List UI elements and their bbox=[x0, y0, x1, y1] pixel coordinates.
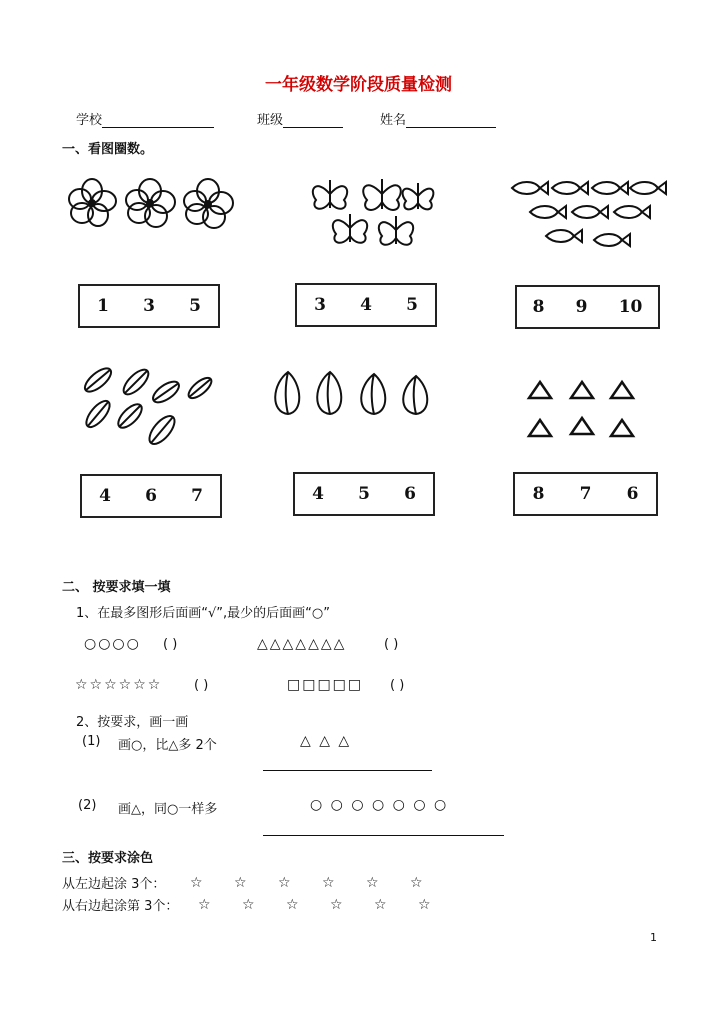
leaf-icon bbox=[76, 360, 216, 455]
name-blank[interactable] bbox=[406, 113, 496, 128]
color-right-label: 从右边起涂第 3个： bbox=[62, 899, 179, 914]
stars-group: ☆☆☆☆☆☆ bbox=[75, 677, 163, 693]
leaves-picture bbox=[76, 360, 216, 455]
class-field bbox=[257, 109, 343, 128]
fish-picture bbox=[504, 176, 674, 266]
number-option[interactable]: 5 bbox=[358, 484, 370, 504]
number-option[interactable]: 8 bbox=[532, 484, 545, 504]
q2b-text: 画△，同○一样多 bbox=[118, 802, 218, 817]
star-icon[interactable]: ☆ bbox=[374, 897, 387, 913]
color-right-stars bbox=[198, 894, 462, 913]
star-icon[interactable]: ☆ bbox=[418, 897, 431, 913]
number-option[interactable]: 8 bbox=[532, 297, 545, 317]
number-option[interactable]: 7 bbox=[191, 486, 203, 506]
number-option[interactable]: 4 bbox=[360, 295, 372, 315]
number-box-2 bbox=[295, 283, 437, 327]
q2a-triangles: △ △ △ bbox=[300, 733, 352, 749]
question-1-text: 1、在最多图形后面画“√”,最少的后面画“○” bbox=[76, 606, 330, 621]
star-icon[interactable]: ☆ bbox=[366, 875, 379, 891]
page-title: 一年级数学阶段质量检测 bbox=[265, 75, 452, 95]
q2b-circles: ○ ○ ○ ○ ○ ○ ○ bbox=[310, 797, 449, 813]
color-left-label: 从左边起涂 3个： bbox=[62, 877, 166, 892]
school-label: 学校 bbox=[76, 113, 103, 128]
number-option[interactable]: 6 bbox=[626, 484, 639, 504]
number-option[interactable]: 4 bbox=[312, 484, 324, 504]
name-label: 姓名 bbox=[380, 113, 407, 128]
star-icon[interactable]: ☆ bbox=[234, 875, 247, 891]
number-box-6 bbox=[513, 472, 658, 516]
q2a-text: 画○，比△多 2个 bbox=[118, 738, 217, 753]
star-icon[interactable]: ☆ bbox=[278, 875, 291, 891]
flower-icon bbox=[62, 168, 242, 238]
number-option[interactable]: 6 bbox=[145, 486, 157, 506]
school-blank[interactable] bbox=[102, 113, 214, 128]
question-2-text: 2、按要求，画一画 bbox=[76, 715, 189, 730]
school-field bbox=[76, 109, 214, 128]
star-icon[interactable]: ☆ bbox=[242, 897, 255, 913]
star-icon[interactable]: ☆ bbox=[286, 897, 299, 913]
number-option[interactable]: 1 bbox=[97, 296, 109, 316]
number-option[interactable]: 4 bbox=[99, 486, 111, 506]
number-box-3 bbox=[515, 285, 660, 329]
page-number: 1 bbox=[650, 931, 657, 944]
number-option[interactable]: 5 bbox=[189, 296, 201, 316]
name-field bbox=[380, 109, 496, 128]
answer-paren-circles[interactable]: ( ) bbox=[163, 637, 178, 652]
number-box-5 bbox=[293, 472, 435, 516]
peaches-picture bbox=[268, 368, 438, 420]
answer-paren-squares[interactable]: ( ) bbox=[390, 678, 405, 693]
class-label: 班级 bbox=[257, 113, 284, 128]
triangles-picture bbox=[526, 378, 638, 444]
circles-group: ○○○○ bbox=[84, 636, 141, 652]
flowers-picture bbox=[62, 168, 242, 238]
number-option[interactable]: 3 bbox=[143, 296, 155, 316]
triangles-group: △△△△△△△ bbox=[257, 636, 347, 652]
star-icon[interactable]: ☆ bbox=[190, 875, 203, 891]
fish-icon bbox=[504, 176, 674, 266]
number-option[interactable]: 7 bbox=[579, 484, 592, 504]
section3-heading: 三、按要求涂色 bbox=[62, 851, 154, 866]
star-icon[interactable]: ☆ bbox=[322, 875, 335, 891]
answer-paren-stars[interactable]: ( ) bbox=[194, 678, 209, 693]
section1-heading: 一、看图圈数。 bbox=[62, 142, 154, 157]
q2a-draw-line[interactable] bbox=[263, 769, 432, 771]
q2a-number: (1) bbox=[82, 734, 101, 749]
number-option[interactable]: 9 bbox=[575, 297, 588, 317]
number-option[interactable]: 3 bbox=[314, 295, 326, 315]
triangle-icon bbox=[526, 378, 638, 444]
star-icon[interactable]: ☆ bbox=[198, 897, 211, 913]
butterfly-icon bbox=[308, 172, 438, 252]
color-left-stars bbox=[190, 872, 454, 891]
squares-group: □□□□□ bbox=[287, 677, 364, 693]
star-icon[interactable]: ☆ bbox=[330, 897, 343, 913]
number-option[interactable]: 10 bbox=[618, 297, 643, 317]
class-blank[interactable] bbox=[283, 113, 343, 128]
butterflies-picture bbox=[308, 172, 438, 252]
answer-paren-triangles[interactable]: ( ) bbox=[384, 637, 399, 652]
number-option[interactable]: 5 bbox=[406, 295, 418, 315]
number-box-1 bbox=[78, 284, 220, 328]
number-box-4 bbox=[80, 474, 222, 518]
star-icon[interactable]: ☆ bbox=[410, 875, 423, 891]
section2-heading: 二、 按要求填一填 bbox=[62, 580, 171, 595]
peach-icon bbox=[268, 368, 438, 420]
number-option[interactable]: 6 bbox=[404, 484, 416, 504]
q2b-number: (2) bbox=[78, 798, 97, 813]
q2b-draw-line[interactable] bbox=[263, 834, 504, 836]
